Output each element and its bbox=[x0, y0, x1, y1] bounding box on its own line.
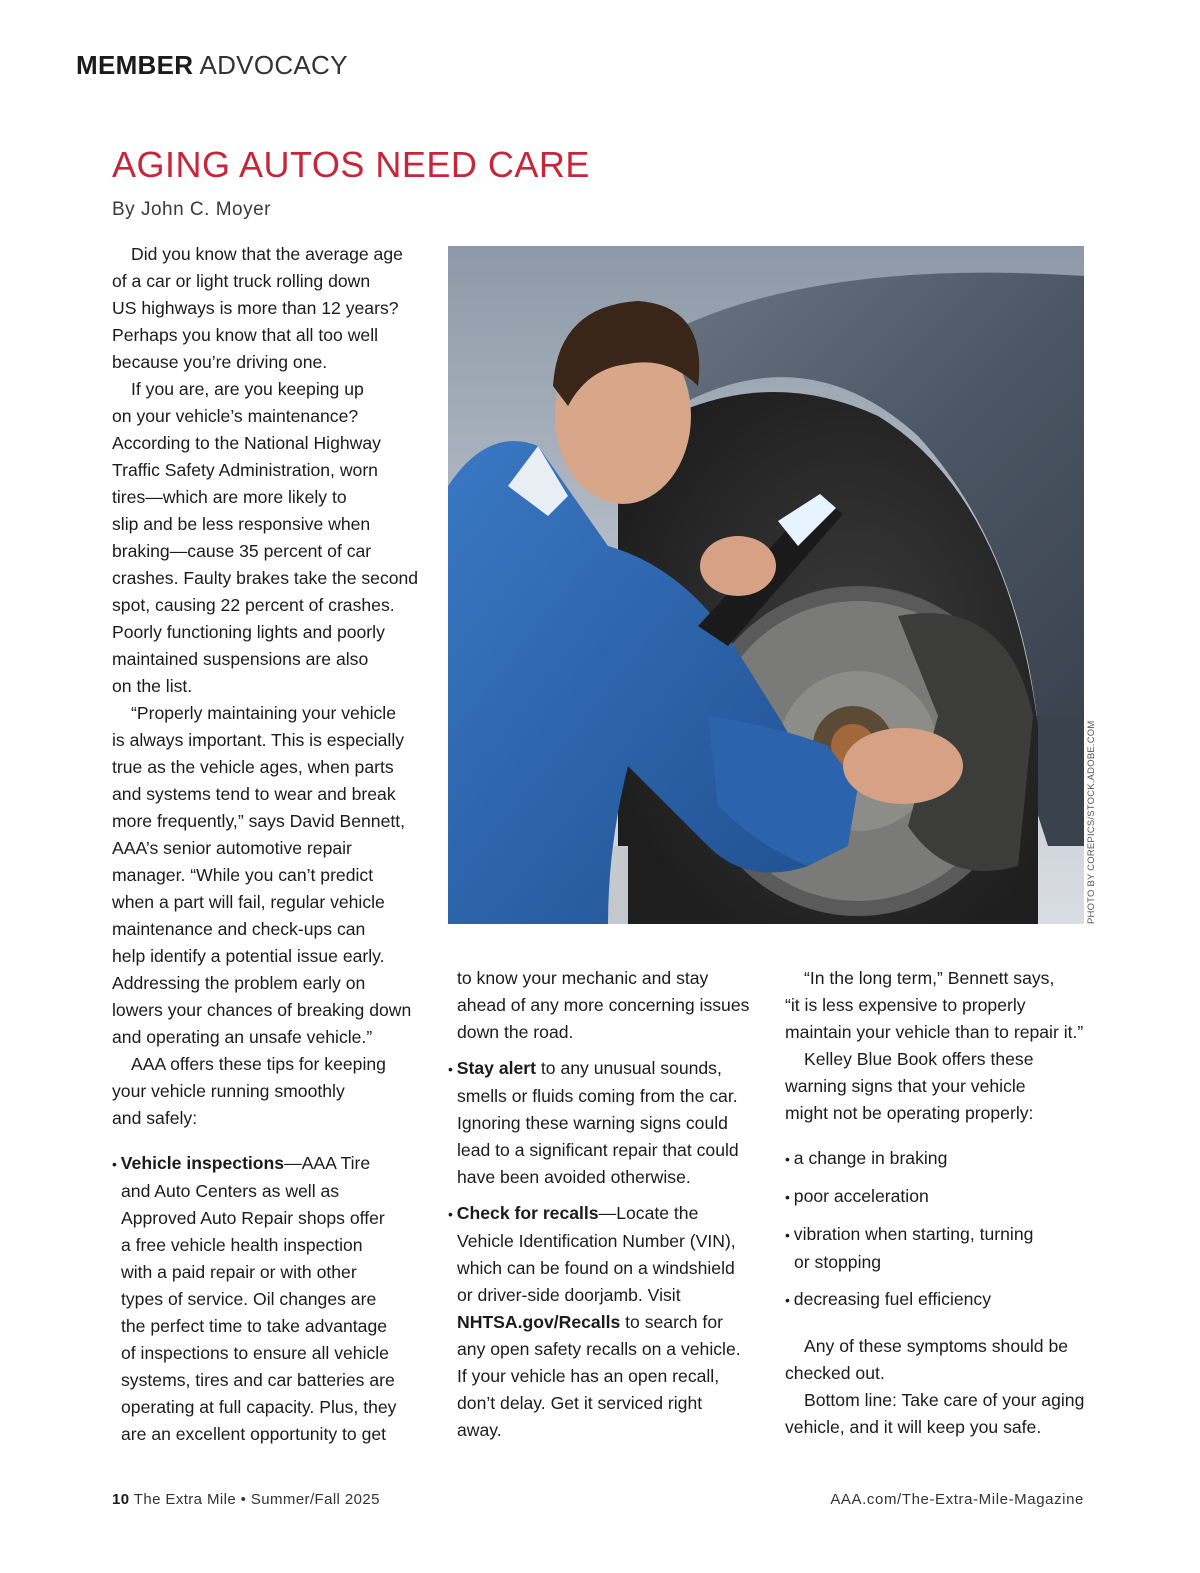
text-line: warning signs that your vehicle bbox=[785, 1076, 1026, 1096]
section-label-light: ADVOCACY bbox=[199, 50, 348, 80]
text-line: and Auto Centers as well as bbox=[121, 1181, 340, 1201]
text-line: the perfect time to take advantage bbox=[121, 1316, 388, 1336]
text-line: slip and be less responsive when bbox=[112, 514, 371, 534]
text-line bbox=[448, 1055, 758, 1083]
bullet-icon: • bbox=[448, 1061, 457, 1077]
paragraph-bennett bbox=[785, 965, 1095, 1046]
mechanic-photo bbox=[448, 246, 1084, 924]
column-3 bbox=[785, 965, 1095, 1441]
text-line: of a car or light truck rolling down bbox=[112, 271, 371, 291]
text-line: when a part will fail, regular vehicle bbox=[112, 892, 385, 912]
text-line: Approved Auto Repair shops offer bbox=[121, 1208, 385, 1228]
paragraph-bottom-line bbox=[785, 1387, 1095, 1441]
article-title: AGING AUTOS NEED CARE bbox=[112, 144, 590, 185]
tip-heading: Stay alert bbox=[456, 1058, 537, 1078]
text-line: types of service. Oil changes are bbox=[121, 1289, 377, 1309]
text-line: on your vehicle’s maintenance? bbox=[112, 406, 359, 426]
text-line bbox=[785, 1286, 1095, 1314]
tip-heading: Check for recalls bbox=[456, 1203, 599, 1223]
sign-text: a change in braking bbox=[793, 1148, 948, 1168]
text-line: According to the National Highway bbox=[112, 433, 381, 453]
text-line bbox=[448, 1309, 758, 1336]
text-line: ahead of any more concerning issues bbox=[457, 995, 750, 1015]
list-item bbox=[785, 1286, 1095, 1314]
text-line: AAA offers these tips for keeping bbox=[131, 1054, 386, 1074]
sign-text: poor acceleration bbox=[793, 1186, 929, 1206]
text-line: your vehicle running smoothly bbox=[112, 1081, 345, 1101]
text-line: “In the long term,” Bennett says, bbox=[804, 968, 1055, 988]
text-line: operating at full capacity. Plus, they bbox=[121, 1397, 397, 1417]
text-line bbox=[785, 1221, 1095, 1249]
text-line: and operating an unsafe vehicle.” bbox=[112, 1027, 373, 1047]
bullet-icon: • bbox=[785, 1151, 794, 1167]
tip-vehicle-inspections bbox=[112, 1150, 422, 1448]
text-line: lead to a significant repair that could bbox=[457, 1140, 739, 1160]
text-line: are an excellent opportunity to get bbox=[121, 1424, 387, 1444]
tip-text: —Locate the bbox=[598, 1203, 699, 1223]
text-line: braking—cause 35 percent of car bbox=[112, 541, 372, 561]
tip-continuation bbox=[448, 965, 758, 1046]
list-item bbox=[785, 1221, 1095, 1276]
tip-stay-alert bbox=[448, 1055, 758, 1191]
text-line: Did you know that the average age bbox=[131, 244, 403, 264]
text-line: have been avoided otherwise. bbox=[457, 1167, 691, 1187]
text-line: vehicle, and it will keep you safe. bbox=[785, 1417, 1042, 1437]
sign-text: vibration when starting, turning bbox=[793, 1224, 1034, 1244]
paragraph-3 bbox=[112, 700, 422, 1051]
bullet-icon: • bbox=[785, 1189, 794, 1205]
text-line: maintenance and check-ups can bbox=[112, 919, 366, 939]
paragraph-2 bbox=[112, 376, 422, 700]
text-line: Any of these symptoms should be bbox=[804, 1336, 1069, 1356]
section-label-strong: MEMBER bbox=[76, 50, 194, 80]
text-line: “Properly maintaining your vehicle bbox=[131, 703, 397, 723]
sign-text: decreasing fuel efficiency bbox=[793, 1289, 992, 1309]
bullet-icon: • bbox=[448, 1206, 457, 1222]
text-line: Perhaps you know that all too well bbox=[112, 325, 379, 345]
text-line: and safely: bbox=[112, 1108, 198, 1128]
tip-heading: Vehicle inspections bbox=[120, 1153, 285, 1173]
text-line: If you are, are you keeping up bbox=[131, 379, 364, 399]
text-line: Vehicle Identification Number (VIN), bbox=[457, 1231, 736, 1251]
text-line: and systems tend to wear and break bbox=[112, 784, 396, 804]
text-line: to know your mechanic and stay bbox=[457, 968, 709, 988]
text-line: a free vehicle health inspection bbox=[121, 1235, 363, 1255]
text-line: lowers your chances of breaking down bbox=[112, 1000, 412, 1020]
text-line: Traffic Safety Administration, worn bbox=[112, 460, 378, 480]
tip-check-recalls bbox=[448, 1200, 758, 1444]
text-line: on the list. bbox=[112, 676, 193, 696]
text-line: crashes. Faulty brakes take the second bbox=[112, 568, 419, 588]
warning-signs-list bbox=[785, 1145, 1095, 1314]
text-line: true as the vehicle ages, when parts bbox=[112, 757, 394, 777]
tip-text: to search for bbox=[620, 1312, 723, 1332]
article-byline: By John C. Moyer bbox=[112, 199, 271, 220]
text-line: US highways is more than 12 years? bbox=[112, 298, 399, 318]
text-line: tires—which are more likely to bbox=[112, 487, 347, 507]
nhtsa-recalls-link[interactable]: NHTSA.gov/Recalls bbox=[457, 1312, 621, 1332]
text-line: checked out. bbox=[785, 1363, 885, 1383]
text-line bbox=[448, 1200, 758, 1228]
text-line: spot, causing 22 percent of crashes. bbox=[112, 595, 395, 615]
publication-name: The Extra Mile • Summer/Fall 2025 bbox=[133, 1491, 380, 1508]
text-line: or stopping bbox=[794, 1252, 882, 1272]
list-item bbox=[785, 1145, 1095, 1173]
paragraph-1 bbox=[112, 241, 422, 376]
text-line bbox=[112, 1150, 422, 1178]
bullet-icon: • bbox=[785, 1227, 794, 1243]
mechanic-brake-illustration bbox=[448, 246, 1084, 924]
text-line: might not be operating properly: bbox=[785, 1103, 1034, 1123]
text-line: more frequently,” says David Bennett, bbox=[112, 811, 406, 831]
text-line: If your vehicle has an open recall, bbox=[457, 1366, 720, 1386]
text-line: Kelley Blue Book offers these bbox=[804, 1049, 1034, 1069]
text-line: Bottom line: Take care of your aging bbox=[804, 1390, 1085, 1410]
text-line: away. bbox=[457, 1420, 502, 1440]
tip-text: —AAA Tire bbox=[284, 1153, 371, 1173]
footer-left bbox=[112, 1491, 380, 1508]
bullet-icon: • bbox=[112, 1156, 121, 1172]
section-label bbox=[76, 50, 348, 81]
text-line: is always important. This is especially bbox=[112, 730, 405, 750]
text-line: Addressing the problem early on bbox=[112, 973, 366, 993]
text-line: because you’re driving one. bbox=[112, 352, 328, 372]
text-line: Ignoring these warning signs could bbox=[457, 1113, 728, 1133]
text-line: smells or fluids coming from the car. bbox=[457, 1086, 738, 1106]
list-item bbox=[785, 1183, 1095, 1211]
text-line: Poorly functioning lights and poorly bbox=[112, 622, 385, 642]
text-line: don’t delay. Get it serviced right bbox=[457, 1393, 703, 1413]
text-line: down the road. bbox=[457, 1022, 574, 1042]
text-line: which can be found on a windshield bbox=[457, 1258, 735, 1278]
paragraph-kbb bbox=[785, 1046, 1095, 1127]
tip-text: to any unusual sounds, bbox=[536, 1058, 722, 1078]
text-line: any open safety recalls on a vehicle. bbox=[457, 1339, 741, 1359]
text-line: manager. “While you can’t predict bbox=[112, 865, 374, 885]
page-number: 10 bbox=[112, 1491, 130, 1508]
column-2 bbox=[448, 965, 758, 1444]
column-1 bbox=[112, 241, 422, 1448]
text-line: maintained suspensions are also bbox=[112, 649, 369, 669]
text-line: systems, tires and car batteries are bbox=[121, 1370, 395, 1390]
footer-url[interactable]: AAA.com/The-Extra-Mile-Magazine bbox=[830, 1491, 1084, 1508]
paragraph-symptoms bbox=[785, 1333, 1095, 1387]
text-line: with a paid repair or with other bbox=[121, 1262, 357, 1282]
text-line: “it is less expensive to properly bbox=[785, 995, 1026, 1015]
text-line bbox=[785, 1183, 1095, 1211]
text-line: maintain your vehicle than to repair it.” bbox=[785, 1022, 1084, 1042]
bullet-icon: • bbox=[785, 1292, 794, 1308]
text-line: help identify a potential issue early. bbox=[112, 946, 385, 966]
text-line: AAA’s senior automotive repair bbox=[112, 838, 352, 858]
text-line: of inspections to ensure all vehicle bbox=[121, 1343, 389, 1363]
text-line: or driver-side doorjamb. Visit bbox=[457, 1285, 681, 1305]
text-line bbox=[785, 1145, 1095, 1173]
photo-credit-text: PHOTO BY COREPICS/STOCK.ADOBE.COM bbox=[1086, 720, 1097, 924]
paragraph-4 bbox=[112, 1051, 422, 1132]
